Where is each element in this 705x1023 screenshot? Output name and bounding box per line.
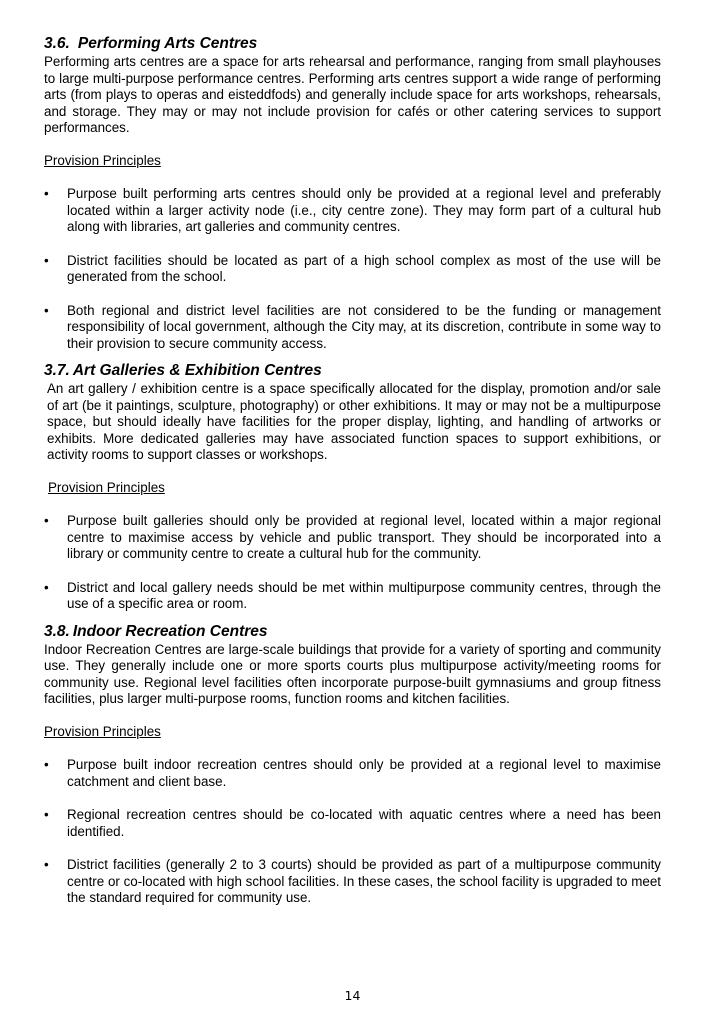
list-item <box>44 580 661 613</box>
provision-principles-heading: Provision Principles <box>44 152 161 168</box>
section-title: Art Galleries & Exhibition Centres <box>72 362 322 379</box>
list-item-text: Both regional and district level facilities are not considered to be the funding or management responsibility of local government, although the City may, at its discretion, contribute in some way to their provision to secure community access. <box>67 302 661 351</box>
section-heading <box>44 34 661 54</box>
bullet-icon: • <box>44 513 49 528</box>
section-number: 3.8. <box>44 622 70 640</box>
principles-list <box>44 513 661 613</box>
document-page <box>44 34 661 924</box>
list-item <box>44 253 661 286</box>
bullet-icon: • <box>44 757 49 772</box>
list-item-text: District facilities should be located as part of a high school complex as most of the use will be generated from the school. <box>67 252 661 284</box>
section-body: Performing arts centres are a space for arts rehearsal and performance, ranging from small playhouses to large multi-purpose performance centres. Performing arts centres support a wide range of performing arts (from plays to operas and eisteddfods) and generally include space for arts workshops, rehearsals, and storage. They may or may not include provision for cafés or other catering services to support performances. <box>44 54 661 135</box>
list-item <box>44 513 661 563</box>
list-item-text: Purpose built galleries should only be provided at regional level, located within a major regional centre to maximise access by vehicle and public transport. They should be incorporated into a library or community centre to create a cultural hub for the community. <box>67 513 661 561</box>
list-item <box>44 186 661 236</box>
section-body: Indoor Recreation Centres are large-scale buildings that provide for a variety of sporting and community use. They generally include one or more sports courts plus multipurpose activity/meeting rooms for community use. Regional level facilities often incorporate purpose-built gymnasiums and group fitness facilities, plus larger multi-purpose rooms, function rooms and kitchen facilities. <box>44 641 661 706</box>
list-item <box>44 807 661 840</box>
bullet-icon: • <box>44 252 49 268</box>
list-item-text: District and local gallery needs should be met within multipurpose community centres, through the use of a specific area or room. <box>67 579 661 611</box>
section-title: Performing Arts Centres <box>77 35 258 52</box>
provision-principles-heading: Provision Principles <box>44 723 161 739</box>
list-item-text: Purpose built performing arts centres should only be provided at a regional level and preferably located within a larger activity node (i.e., city centre zone). They may form part of a cultural hub along with libraries, art galleries and community centres. <box>67 186 661 234</box>
list-item-text: District facilities (generally 2 to 3 courts) should be provided as part of a multipurpose community centre or co-located with high school facilities. In these cases, the school facility is upgraded to meet the standard required for community use. <box>67 857 661 905</box>
section-performing-arts <box>44 34 661 352</box>
provision-principles-heading: Provision Principles <box>48 479 165 495</box>
section-body: An art gallery / exhibition centre is a space specifically allocated for the display, promotion and/or sale of art (be it paintings, sculpture, photography) or other exhibitions. It may or may not be a multipurpose space, but should ideally have facilities for the proper display, lighting, and handling of artworks or exhibits. More dedicated galleries may have associated function spaces to support exhibitions, or activity rooms to support classes or workshops. <box>47 381 661 462</box>
bullet-icon: • <box>44 302 49 318</box>
list-item-text: Purpose built indoor recreation centres should only be provided at a regional level to maximise catchment and client base. <box>67 757 661 789</box>
page-number: 14 <box>344 988 361 1003</box>
section-heading <box>44 361 661 381</box>
section-indoor-recreation <box>44 622 661 907</box>
section-heading <box>44 622 661 642</box>
bullet-icon: • <box>44 186 49 201</box>
list-item <box>44 757 661 790</box>
bullet-icon: • <box>44 579 49 595</box>
principles-list <box>44 186 661 352</box>
section-number: 3.7. <box>44 362 70 379</box>
list-item-text: Regional recreation centres should be co-located with aquatic centres where a need has been identified. <box>67 807 661 839</box>
principles-list <box>44 757 661 907</box>
bullet-icon: • <box>44 857 49 872</box>
list-item <box>44 303 661 353</box>
section-title: Indoor Recreation Centres <box>72 622 268 640</box>
section-number: 3.6. <box>44 35 70 52</box>
section-art-galleries <box>44 361 661 613</box>
list-item <box>44 857 661 907</box>
bullet-icon: • <box>44 807 49 822</box>
